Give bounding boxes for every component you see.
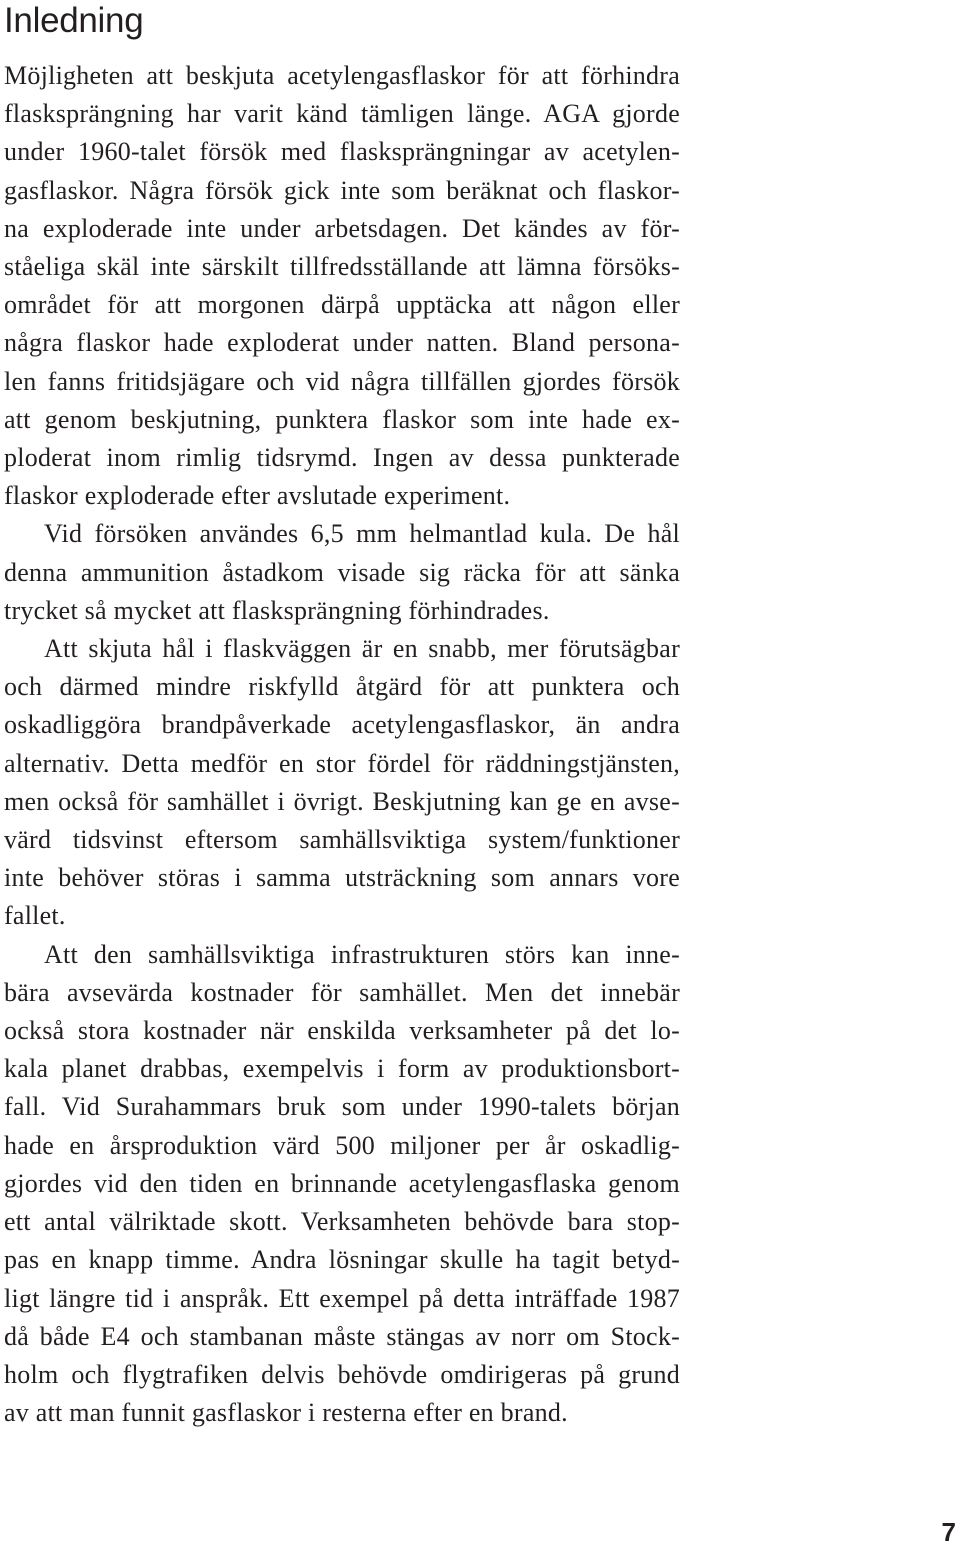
text-line: Att skjuta hål i flaskväggen är en snabb, mer förutsägbar (44, 634, 680, 664)
text-line: Vid försöken användes 6,5 mm helmantlad kula. De hål (44, 519, 680, 549)
text-line: denna ammunition åstadkom visade sig räcka för att sänka (4, 557, 680, 587)
text-line: ett antal välriktade skott. Verksamheten behövde bara stop- (4, 1207, 680, 1237)
text-line: området för att morgonen därpå upptäcka att någon eller (4, 290, 680, 320)
text-line: na exploderade inte under arbetsdagen. Det kändes av för- (4, 213, 680, 243)
text-line: fallet. (4, 901, 66, 931)
paragraph-4 (4, 936, 680, 1433)
text-line: inte behöver störas i samma utsträckning som annars vore (4, 863, 680, 893)
text-line: flasksprängning har varit känd tämligen länge. AGA gjorde (4, 99, 680, 129)
text-line: och därmed mindre riskfylld åtgärd för att punktera och (4, 672, 680, 702)
text-line: trycket så mycket att flasksprängning förhindrades. (4, 595, 550, 625)
text-line: flaskor exploderade efter avslutade experiment. (4, 481, 511, 511)
text-line: pas en knapp timme. Andra lösningar skulle ha tagit betyd- (4, 1245, 680, 1275)
text-line: ploderat inom rimlig tidsrymd. Ingen av dessa punkterade (4, 443, 680, 473)
text-line: då både E4 och stambanan måste stängas av norr om Stock- (4, 1321, 680, 1351)
text-line: holm och flygtrafiken delvis behövde omdirigeras på grund (4, 1359, 680, 1389)
text-line: bära avsevärda kostnader för samhället. Men det innebär (4, 977, 680, 1007)
text-line: Möjligheten att beskjuta acetylengasflaskor för att förhindra (4, 61, 680, 90)
text-line: av att man funnit gasflaskor i resterna efter en brand. (4, 1398, 568, 1428)
text-line: gjordes vid den tiden en brinnande acetylengasflaska genom (4, 1168, 680, 1198)
text-line: kala planet drabbas, exempelvis i form av produktionsbort- (4, 1054, 680, 1084)
text-line: len fanns fritidsjägare och vid några tillfällen gjordes försök (4, 366, 680, 396)
paragraph-2 (4, 515, 680, 630)
text-line: hade en årsproduktion värd 500 miljoner per år oskadlig- (4, 1130, 680, 1160)
text-line: några flaskor hade exploderat under natten. Bland persona- (4, 328, 680, 358)
text-line: ståeliga skäl inte särskilt tillfredsställande att lämna försöks- (4, 252, 680, 282)
text-line: fall. Vid Surahammars bruk som under 1990-talets början (4, 1092, 680, 1122)
text-line: men också för samhället i övrigt. Beskjutning kan ge en avse- (4, 786, 680, 816)
paragraph-1 (4, 57, 680, 515)
text-line: oskadliggöra brandpåverkade acetylengasflaskor, än andra (4, 710, 680, 740)
body-text (4, 57, 680, 1432)
text-line: ligt längre tid i anspråk. Ett exempel på detta inträffade 1987 (4, 1283, 680, 1313)
text-line: gasflaskor. Några försök gick inte som beräknat och flaskor- (4, 175, 680, 205)
text-line: också stora kostnader när enskilda verksamheter på det lo- (4, 1016, 680, 1046)
text-line: Att den samhällsviktiga infrastrukturen störs kan inne- (44, 939, 680, 969)
text-line: att genom beskjutning, punktera flaskor som inte hade ex- (4, 404, 680, 434)
text-line: alternativ. Detta medför en stor fördel för räddningstjänsten, (4, 748, 680, 778)
paragraph-3 (4, 630, 680, 936)
page-heading: Inledning (4, 1, 144, 40)
text-line: värd tidsvinst eftersom samhällsviktiga system/funktioner (4, 825, 680, 855)
page-number: 7 (941, 1517, 956, 1547)
text-line: under 1960-talet försök med flasksprängningar av acetylen- (4, 137, 680, 167)
